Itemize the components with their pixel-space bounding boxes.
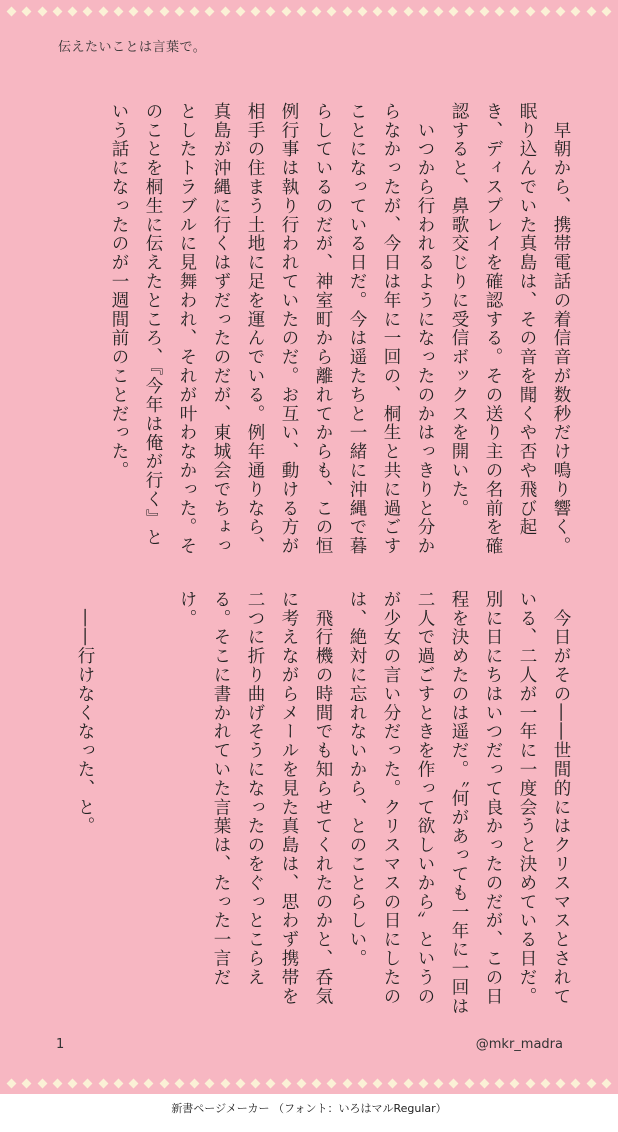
border-diamond-ornament <box>98 6 108 16</box>
border-diamond-ornament <box>373 1078 383 1088</box>
border-diamond-ornament <box>312 6 322 16</box>
border-diamond-ornament <box>357 6 367 16</box>
border-diamond-ornament <box>540 6 550 16</box>
border-diamond-ornament <box>159 6 169 16</box>
border-diamond-ornament <box>434 1078 444 1088</box>
border-diamond-ornament <box>129 6 139 16</box>
border-diamond-ornament <box>479 1078 489 1088</box>
border-diamond-ornament <box>479 6 489 16</box>
border-diamond-ornament <box>327 6 337 16</box>
border-diamond-ornament <box>7 6 17 16</box>
border-diamond-ornament <box>556 1078 566 1088</box>
border-diamond-ornament <box>235 6 245 16</box>
border-diamond-ornament <box>434 6 444 16</box>
border-diamond-ornament <box>52 6 62 16</box>
body-text-lower: 今日がその――世間的にはクリスマスとされている、二人が一年に一度会うと決めている日だ。別に日にちはいつだって良かったのだが、この日程を決めたのは遥だ。〝何があっても一年に一回は二人で過ごすときを作って欲しいから〟というのが少女の言い分だった。クリスマスの日にしたのは、絶対に忘れないから、とのことらしい。 飛行機の時間でも知らせてくれたのかと、呑気に考えながらメールを見た真島は、思わず携帯を二つに折り曲げそうになったのをぐっとこらえる。そこに書かれていた言葉は、たった一言だけ。 ――行けなくなった、と。 <box>75 590 571 1016</box>
border-diamond-ornament <box>68 1078 78 1088</box>
border-diamond-ornament <box>83 1078 93 1088</box>
border-diamond-ornament <box>251 6 261 16</box>
border-diamond-ornament <box>68 6 78 16</box>
border-diamond-ornament <box>251 1078 261 1088</box>
border-diamond-ornament <box>525 6 535 16</box>
border-diamond-ornament <box>357 1078 367 1088</box>
border-diamond-ornament <box>281 6 291 16</box>
border-diamond-ornament <box>601 1078 611 1088</box>
border-diamond-ornament <box>418 6 428 16</box>
border-diamond-ornament <box>327 1078 337 1088</box>
border-diamond-ornament <box>342 6 352 16</box>
border-diamond-ornament <box>22 1078 32 1088</box>
border-diamond-ornament <box>556 6 566 16</box>
border-diamond-ornament <box>586 6 596 16</box>
border-diamond-ornament <box>312 1078 322 1088</box>
border-diamond-ornament <box>220 1078 230 1088</box>
border-diamond-ornament <box>571 1078 581 1088</box>
border-diamond-ornament <box>464 6 474 16</box>
border-diamond-ornament <box>7 1078 17 1088</box>
bottom-decorative-border <box>0 1072 618 1094</box>
border-diamond-ornament <box>495 6 505 16</box>
page-header-title: 伝えたいことは言葉で。 <box>58 40 207 55</box>
border-diamond-ornament <box>495 1078 505 1088</box>
border-diamond-ornament <box>525 1078 535 1088</box>
border-diamond-ornament <box>220 6 230 16</box>
border-diamond-ornament <box>418 1078 428 1088</box>
border-diamond-ornament <box>510 6 520 16</box>
generator-credit: 新書ページメーカー （フォント：いろはマルRegular） <box>171 1102 447 1115</box>
top-decorative-border <box>0 0 618 22</box>
border-diamond-ornament <box>113 1078 123 1088</box>
border-diamond-ornament <box>388 1078 398 1088</box>
border-diamond-ornament <box>37 6 47 16</box>
border-diamond-ornament <box>174 6 184 16</box>
border-diamond-ornament <box>296 6 306 16</box>
border-diamond-ornament <box>601 6 611 16</box>
border-diamond-ornament <box>205 6 215 16</box>
border-diamond-ornament <box>159 1078 169 1088</box>
border-diamond-ornament <box>52 1078 62 1088</box>
border-diamond-ornament <box>98 1078 108 1088</box>
border-diamond-ornament <box>174 1078 184 1088</box>
border-diamond-ornament <box>296 1078 306 1088</box>
border-diamond-ornament <box>403 1078 413 1088</box>
border-diamond-ornament <box>281 1078 291 1088</box>
border-diamond-ornament <box>342 1078 352 1088</box>
border-diamond-ornament <box>144 6 154 16</box>
border-diamond-ornament <box>403 6 413 16</box>
border-diamond-ornament <box>388 6 398 16</box>
border-diamond-ornament <box>266 6 276 16</box>
author-handle: @mkr_madra <box>475 1037 563 1052</box>
border-diamond-ornament <box>571 6 581 16</box>
border-diamond-ornament <box>266 1078 276 1088</box>
border-diamond-ornament <box>205 1078 215 1088</box>
border-diamond-ornament <box>113 6 123 16</box>
border-diamond-ornament <box>235 1078 245 1088</box>
border-diamond-ornament <box>586 1078 596 1088</box>
border-diamond-ornament <box>190 1078 200 1088</box>
border-diamond-ornament <box>83 6 93 16</box>
border-diamond-ornament <box>129 1078 139 1088</box>
page-number: 1 <box>56 1037 65 1052</box>
border-diamond-ornament <box>449 1078 459 1088</box>
border-diamond-ornament <box>510 1078 520 1088</box>
border-diamond-ornament <box>540 1078 550 1088</box>
border-diamond-ornament <box>373 6 383 16</box>
body-text-upper: 早朝から、携帯電話の着信音が数秒だけ鳴り響く。眠り込んでいた真島は、その音を聞くや否や飛び起き、ディスプレイを確認する。その送り主の名前を確認すると、鼻歌交じりに受信ボックスを開いた。 いつから行われるようになったのかはっきりと分からなかったが、今日は年に一回の、桐生と共に過ごすことになっている日だ。今は遥たちと一緒に沖縄で暮らしているのだが、神室町から離れてからも、この恒例行事は執り行われていたのだ。お互い、動ける方が相手の住まう土地に足を運んでいる。例年通りなら、真島が沖縄に行くはずだったのだが、東城会でちょっとしたトラブルに見舞われ、それが叶わなかった。そのことを桐生に伝えたところ、『今年は俺が行く』という話になったのが一週間前のことだった。 <box>109 102 571 556</box>
border-diamond-ornament <box>464 1078 474 1088</box>
border-diamond-ornament <box>37 1078 47 1088</box>
border-diamond-ornament <box>449 6 459 16</box>
border-diamond-ornament <box>22 6 32 16</box>
border-diamond-ornament <box>144 1078 154 1088</box>
border-diamond-ornament <box>190 6 200 16</box>
